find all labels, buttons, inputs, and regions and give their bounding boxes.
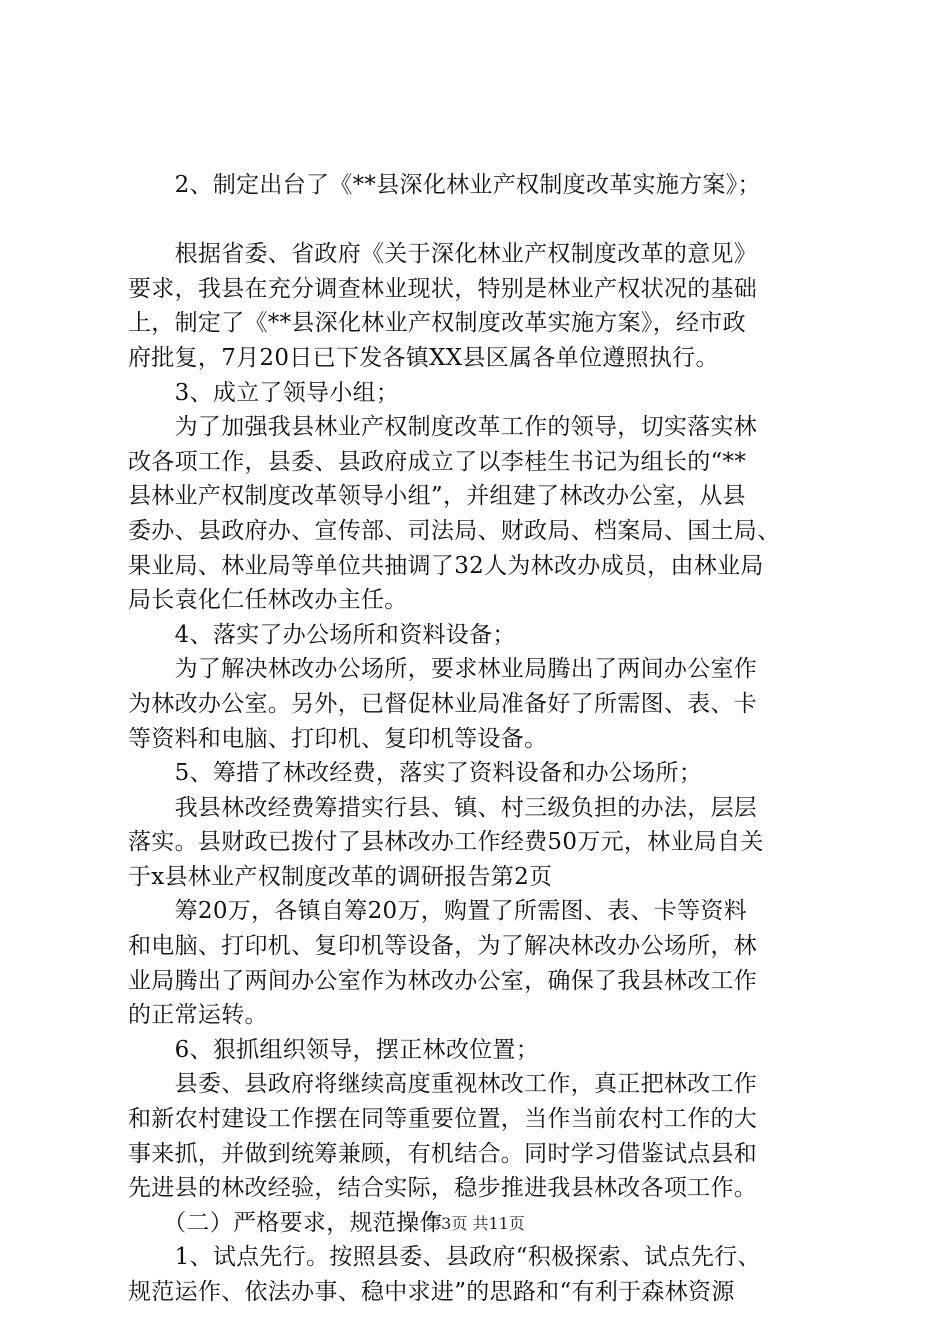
paragraph-gap: [128, 203, 838, 238]
text-line: 要求，我县在充分调查林业现状，特别是林业产权状况的基础: [128, 275, 758, 302]
page-number-footer: 第3页 共11页: [425, 1214, 525, 1233]
text-line: 府批复，7月20日已下发各镇XX县区属各单位遵照执行。: [128, 344, 719, 371]
text-line: 为了加强我县林业产权制度改革工作的领导，切实落实林: [128, 414, 758, 441]
text-line: 为林改办公室。另外，已督促林业局准备好了所需图、表、卡: [128, 690, 758, 717]
text-line: 改各项工作，县委、县政府成立了以李桂生书记为组长的“**: [128, 448, 747, 475]
text-line: 为了解决林改办公场所，要求林业局腾出了两间办公室作: [128, 656, 758, 683]
text-line: （二）严格要求，规范操作: [128, 1209, 443, 1236]
text-line: 县委、县政府将继续高度重视林改工作，真正把林改工作: [128, 1071, 758, 1098]
text-line: 业局腾出了两间办公室作为林改办公室，确保了我县林改工作: [128, 967, 758, 994]
body-text: [128, 168, 838, 1310]
text-line: 5、筹措了林改经费，落实了资料设备和办公场所；: [128, 760, 703, 787]
text-line: 和电脑、打印机、复印机等设备，为了解决林改办公场所，林: [128, 933, 758, 960]
text-line: 等资料和电脑、打印机、复印机等设备。: [128, 725, 548, 752]
text-line: 委办、县政府办、宣传部、司法局、财政局、档案局、国土局、: [128, 517, 781, 544]
text-line: 我县林改经费筹措实行县、镇、村三级负担的办法，层层: [128, 794, 758, 821]
text-line: 县林业产权制度改革领导小组”，并组建了林改办公室，从县: [128, 483, 746, 510]
text-line: 6、狠抓组织领导，摆正林改位置；: [128, 1036, 540, 1063]
text-line: 的正常运转。: [128, 1002, 268, 1029]
text-line: 根据省委、省政府《关于深化林业产权制度改革的意见》: [128, 241, 758, 268]
text-line: 上，制定了《**县深化林业产权制度改革实施方案》，经市政: [128, 310, 746, 337]
text-line: 3、成立了领导小组；: [128, 379, 400, 406]
text-line: 果业局、林业局等单位共抽调了32人为林改办成员，由林业局: [128, 552, 764, 579]
text-line: 规范运作、依法办事、稳中求进”的思路和“有利于森林资源: [128, 1279, 735, 1305]
text-line: 1、试点先行。按照县委、县政府“积极探索、试点先行、: [128, 1244, 761, 1271]
text-line: 和新农村建设工作摆在同等重要位置，当作当前农村工作的大: [128, 1106, 758, 1133]
text-line: 于x县林业产权制度改革的调研报告第2页: [128, 863, 553, 890]
text-line: 4、落实了办公场所和资料设备；: [128, 621, 516, 648]
text-line: 落实。县财政已拨付了县林改办工作经费50万元，林业局自关: [128, 829, 764, 856]
text-line: 先进县的林改经验，结合实际，稳步推进我县林改各项工作。: [128, 1175, 758, 1202]
text-line: 事来抓，并做到统筹兼顾，有机结合。同时学习借鉴试点县和: [128, 1140, 758, 1167]
text-line: 2、制定出台了《**县深化林业产权制度改革实施方案》；: [128, 172, 761, 198]
text-line: 局长袁化仁任林改办主任。: [128, 587, 408, 614]
text-line: 筹20万，各镇自筹20万，购置了所需图、表、卡等资料: [128, 898, 747, 925]
